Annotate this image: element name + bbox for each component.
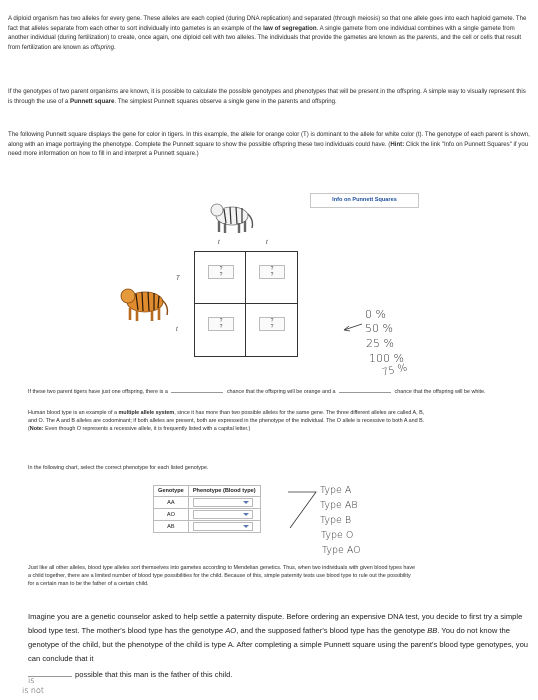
paternity-answer-blank[interactable]: [28, 666, 72, 677]
genotype-ao: AO: [154, 509, 189, 521]
top-allele-1: t: [218, 240, 220, 246]
handwritten-option-3: 100 %: [369, 352, 404, 365]
hand-answer-is: is: [28, 676, 35, 685]
genotype-aa: AA: [154, 497, 189, 509]
hand-type-1: Type AB: [320, 500, 358, 511]
hand-type-0: Type A: [320, 485, 352, 496]
phenotype-header: Phenotype (Blood type): [188, 486, 260, 497]
handwritten-option-0: 0 %: [365, 308, 386, 321]
hand-type-4: Type AO: [322, 545, 361, 556]
intro-paragraph-2: If the genotypes of two parent organisms are known, it is possible to calculate the possible genotypes and phenotypes that will be present in the offspring. A simple way to visually represent this is through the use of a Punnett square. The simplest Punnett squares observe a single gene in the parents and offspring.: [8, 88, 526, 105]
chart-instructions: In the following chart, select the correct phenotype for each listed genotype.: [28, 465, 209, 471]
genotype-header: Genotype: [154, 486, 189, 497]
punnett-cell-1-2[interactable]: ? ?: [259, 265, 285, 279]
hand-type-3: Type O: [321, 530, 354, 541]
info-punnett-squares-button[interactable]: Info on Punnett Squares: [310, 193, 419, 208]
phenotype-select-ao[interactable]: [193, 510, 253, 519]
handwritten-option-4: 75 %: [381, 362, 409, 379]
intro-paragraph-1: A diploid organism has two alleles for every gene. These alleles are each copied (during DNA replication) and separated (through meiosis) so that one allele goes into each haploid gamete. The fact that alleles separate from each other to sort individually into gametes is an example of the law of segregation. A single gamete from one individual combines with a single gamete from another individual (during fertilization) to create, once again, one diploid cell with two alleles. The individuals that provide the gametes are known as the parents, and the cell or cells that result from fertilization are known as offspring.: [8, 15, 527, 51]
phenotype-select-ab[interactable]: [193, 522, 253, 531]
orange-chance-blank[interactable]: [171, 385, 223, 393]
genotype-ab: AB: [154, 521, 189, 533]
punnett-cell-1-1[interactable]: ? ?: [208, 265, 234, 279]
tiger-chance-sentence: If these two parent tigers have just one offspring, there is a chance that the offspring will be orange and a chance that the offspring will be white.: [28, 385, 528, 396]
hand-type-2: Type B: [320, 515, 352, 526]
phenotype-select-aa[interactable]: [193, 498, 253, 507]
blood-type-paragraph: Human blood type is an example of a multiple allele system, since it has more than two possible alleles for the same gene. The three different alleles are called A, B, and O. The A and B alleles are codominant; if both alleles are present, both are expressed in the phenotype of the individual. The O allele is recessive to both A and B. (Note: Even though O represents a recessive allele, it is frequently listed with a capital letter.): [28, 410, 425, 433]
genotype-phenotype-table: [153, 485, 261, 533]
white-tiger-image: [208, 196, 254, 236]
arrow-icon: [340, 322, 364, 332]
side-allele-2: t: [176, 327, 178, 333]
mendelian-paragraph: Just like all other alleles, blood type alleles sort themselves into gametes according to Mendelian genetics. Thus, when two individuals with given blood types have a child together, there are a limited number of blood type possibilities for the child. Because of this, simple paternity tests use blood type to rule out the possibility for a certain man to be the father of a certain child.: [28, 565, 416, 588]
handwritten-option-1: 50 %: [365, 322, 393, 335]
top-allele-2: t: [266, 240, 268, 246]
orange-tiger-image: [118, 280, 170, 324]
white-chance-blank[interactable]: [339, 385, 391, 393]
paternity-scenario: Imagine you are a genetic counselor asked to help settle a paternity dispute. Before ordering an expensive DNA test, you decide to first try a simple blood type test. The mother's blood type has the genotype AO, and the supposed father's blood type has the genotype BB. You do not know the genotype of the child, but the phenotype of the child is type A. After completing a simple Punnett square using the parent's blood type genotypes, you can conclude that it possible that this man is the father of this child.: [28, 612, 529, 679]
hand-answer-isnot: is not: [22, 686, 45, 695]
punnett-square: [194, 251, 298, 357]
handwritten-option-2: 25 %: [366, 337, 394, 350]
intro-paragraph-3: The following Punnett square displays the gene for color in tigers. In this example, the allele for orange color (T) is dominant to the allele for white color (t). The genotype of each parent is shown, along with an image portraying the phenotype. Complete the Punnett square to show the possible offspring these two individuals could have. (Hint: Click the link "Info on Punnett Squares" if you need more information on how to fill in and interpret a Punnett square.): [8, 131, 530, 158]
side-allele-1: T: [176, 276, 180, 282]
bracket-mark-icon: [286, 488, 320, 532]
punnett-cell-2-2[interactable]: ? ?: [259, 317, 285, 331]
punnett-cell-2-1[interactable]: ? ?: [208, 317, 234, 331]
